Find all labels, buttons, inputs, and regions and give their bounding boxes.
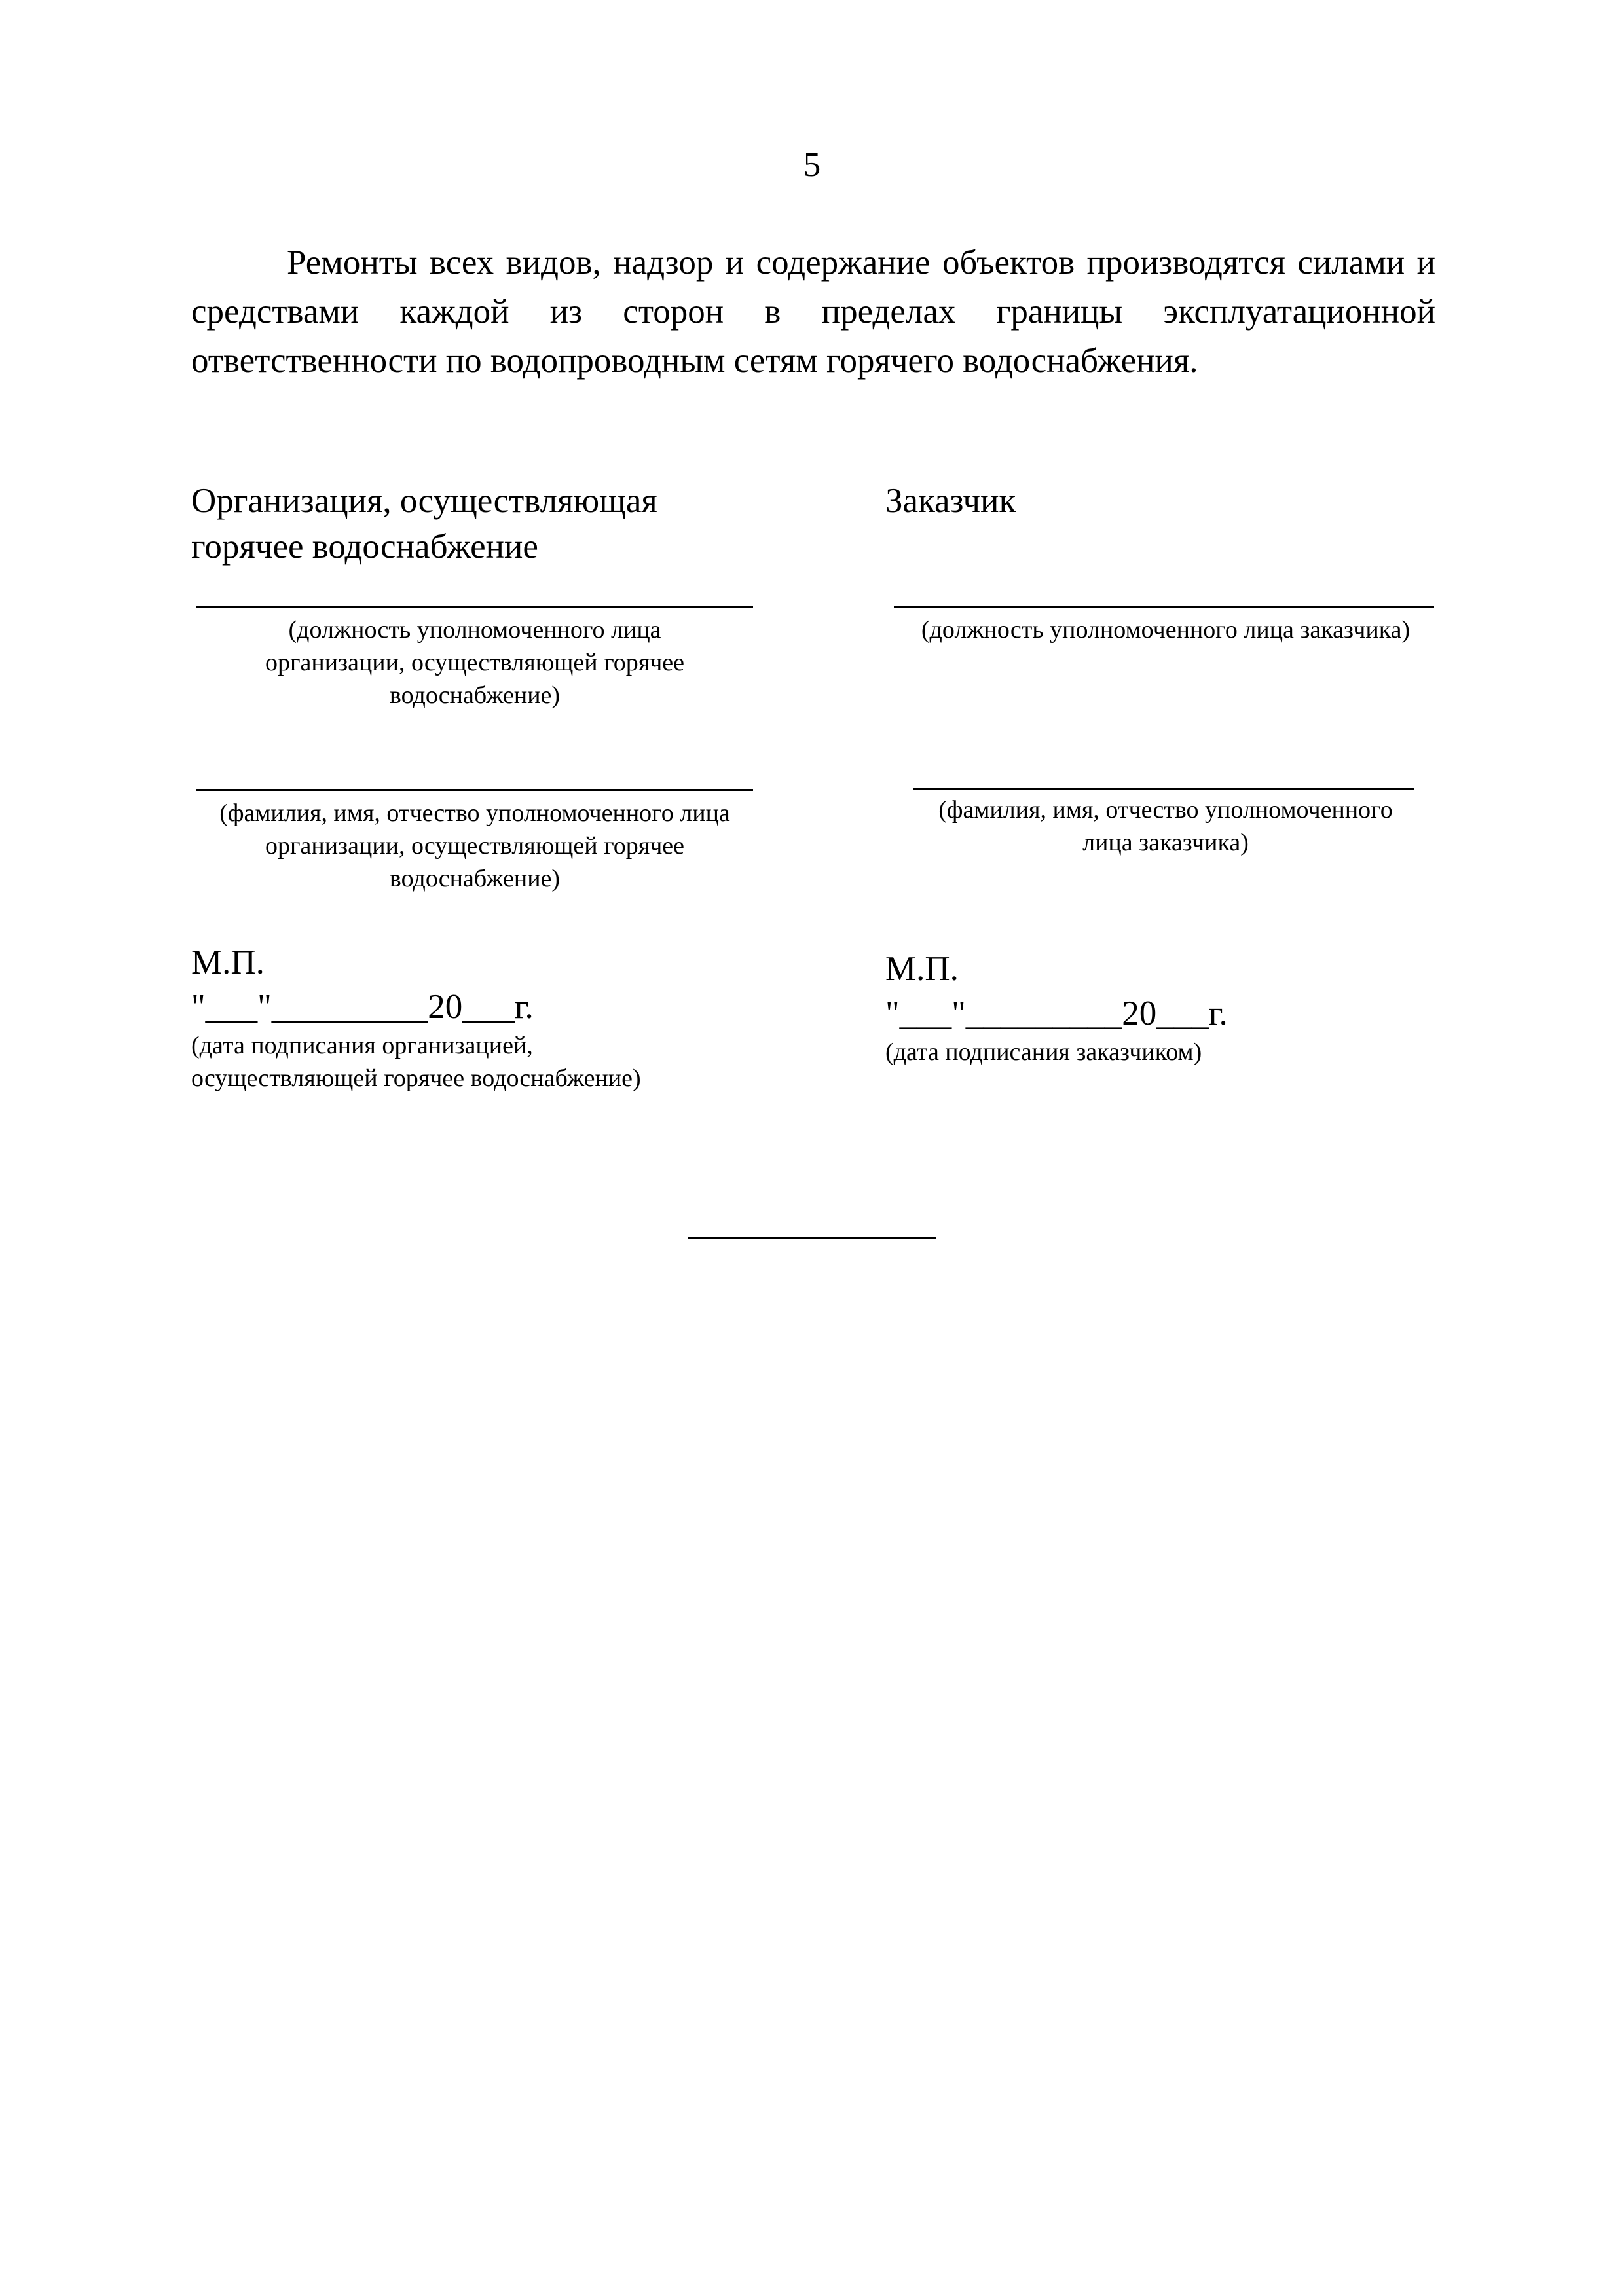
- right-position-signature-line: [894, 606, 1434, 608]
- page-number: 5: [803, 146, 821, 184]
- left-date-line: "___"_________20___г.: [191, 988, 534, 1026]
- right-name-caption-line1: (фамилия, имя, отчество уполномоченного: [938, 796, 1393, 824]
- left-date-caption-line1: (дата подписания организацией,: [191, 1032, 533, 1059]
- right-name-caption-line2: лица заказчика): [1082, 829, 1249, 856]
- left-name-signature-line: [196, 789, 753, 791]
- left-party-title-line2: горячее водоснабжение: [191, 528, 538, 566]
- right-date-line: "___"_________20___г.: [885, 994, 1228, 1032]
- end-rule: [688, 1237, 936, 1239]
- right-name-signature-line: [913, 788, 1414, 790]
- left-position-caption-line2: организации, осуществляющей горячее: [265, 649, 685, 676]
- right-stamp-label: М.П.: [885, 950, 959, 988]
- left-date-caption-line2: осуществляющей горячее водоснабжение): [191, 1065, 641, 1092]
- left-name-caption: [164, 797, 786, 895]
- left-party-title: [191, 478, 657, 570]
- left-party-title-line1: Организация, осуществляющая: [191, 482, 657, 520]
- left-date-caption: [191, 1029, 641, 1095]
- left-position-caption-line3: водоснабжение): [389, 682, 561, 709]
- left-position-caption-line1: (должность уполномоченного лица: [288, 616, 661, 644]
- right-date-caption: (дата подписания заказчиком): [885, 1038, 1202, 1066]
- left-name-caption-line3: водоснабжение): [389, 865, 561, 892]
- right-position-caption: (должность уполномоченного лица заказчика): [921, 616, 1411, 644]
- left-name-caption-line2: организации, осуществляющей горячее: [265, 832, 685, 860]
- left-stamp-label: М.П.: [191, 943, 265, 981]
- right-name-caption: [877, 793, 1454, 859]
- body-paragraph: Ремонты всех видов, надзор и содержание объектов производятся силами и средствами каждой из сторон в пределах границы эксплуатационной ответственности по водопроводным сетям горячего водоснабжения.: [191, 244, 1435, 380]
- left-position-caption: [164, 613, 786, 712]
- left-position-signature-line: [196, 606, 753, 608]
- right-party-title: Заказчик: [885, 482, 1016, 520]
- left-name-caption-line1: (фамилия, имя, отчество уполномоченного лица: [219, 799, 730, 827]
